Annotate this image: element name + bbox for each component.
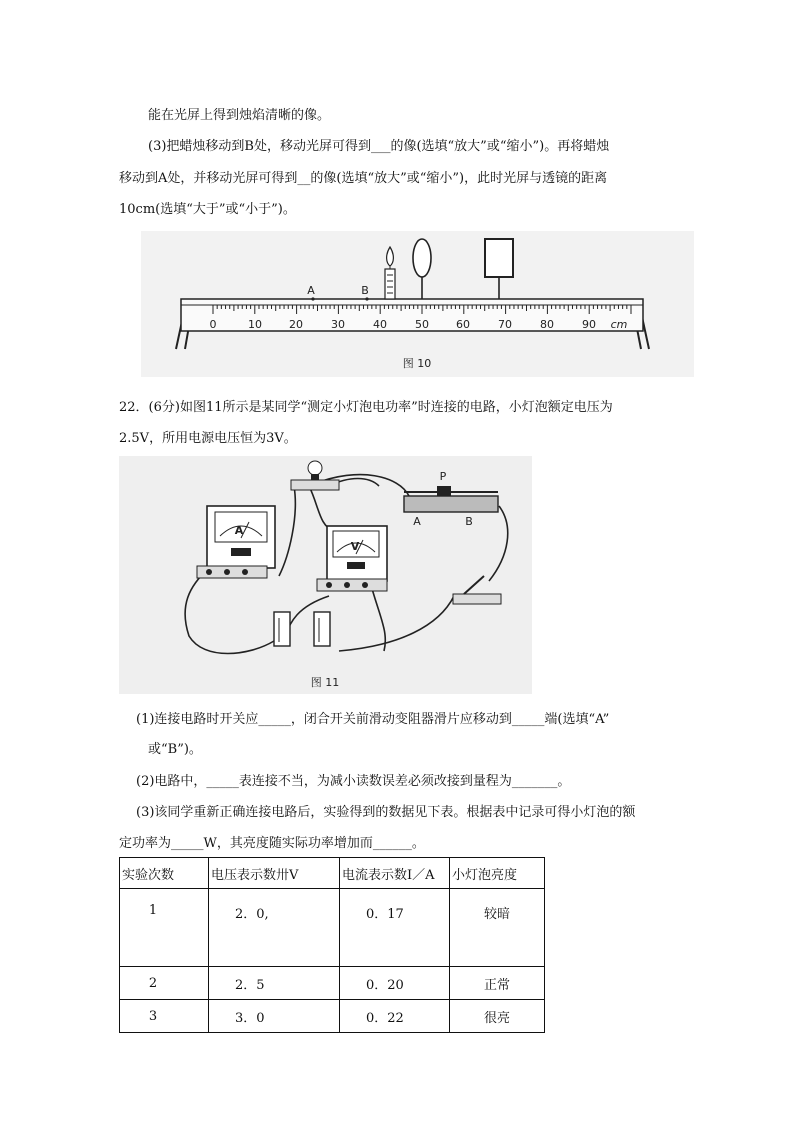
point-a-label: A (307, 284, 315, 297)
subquestion-1-line-2: 或“B”)。 (148, 742, 202, 757)
table-row (120, 889, 545, 967)
tick-label-10: 10 (248, 318, 262, 331)
tick-label-0: 0 (209, 318, 217, 331)
tick-label-30: 30 (331, 318, 345, 331)
subquestion-2: (2)电路中，_____表连接不当，为减小读数误差必须改接到量程为_______。 (136, 774, 571, 789)
table-cell: 正常 (450, 967, 545, 1000)
question-22-intro-2: 2.5V，所用电源电压恒为3V。 (119, 431, 297, 446)
paragraph-line-2: (3)把蜡烛移动到B处，移动光屏可得到___的像(选填“放大”或“缩小”)。再将蜡烛 (148, 139, 610, 154)
battery-icon (274, 612, 330, 646)
table-row (120, 1000, 545, 1033)
unit-label: cm (610, 318, 628, 331)
tick-label-40: 40 (373, 318, 387, 331)
table-cell: 0．17 (340, 889, 450, 967)
figure-11-caption: 图 11 (310, 676, 340, 689)
table-cell: 2．5 (209, 967, 340, 1000)
tick-label-50: 50 (415, 318, 429, 331)
table-cell: 2 (120, 967, 209, 1000)
table-header-cell: 电压表示数卅V (209, 858, 340, 889)
rheostat-icon (404, 470, 498, 528)
light-screen-icon (485, 239, 513, 299)
table-cell: 较暗 (450, 889, 545, 967)
table-row (120, 967, 545, 1000)
figure-11-circuit (119, 456, 532, 694)
table-header-row (120, 858, 545, 889)
table-cell: 3．0 (209, 1000, 340, 1033)
paragraph-line-1: 能在光屏上得到烛焰清晰的像。 (148, 108, 331, 123)
voltmeter-letter: V (350, 540, 360, 553)
candle-icon (385, 247, 395, 299)
tick-label-90: 90 (582, 318, 596, 331)
figure-10-caption: 图 10 (402, 357, 432, 370)
paragraph-line-4: 10cm(选填“大于”或“小于”)。 (119, 202, 296, 217)
figure-10-optical-bench (141, 231, 694, 377)
end-b-label: B (465, 515, 473, 528)
table-cell: 0．20 (340, 967, 450, 1000)
tick-label-70: 70 (498, 318, 512, 331)
light-bulb-icon (291, 461, 339, 490)
voltmeter-icon (317, 526, 387, 591)
data-table (119, 857, 545, 1033)
subquestion-3-line-1: (3)该同学重新正确连接电路后，实验得到的数据见下表。根据表中记录可得小灯泡的额 (136, 805, 636, 820)
subquestion-3-line-2: 定功率为_____W，其亮度随实际功率增加而______。 (119, 836, 425, 851)
table-header-cell: 实验次数 (120, 858, 209, 889)
tick-label-20: 20 (289, 318, 303, 331)
table-cell: 0．22 (340, 1000, 450, 1033)
question-22-intro-1: 22．(6分)如图11所示是某同学“测定小灯泡电功率”时连接的电路，小灯泡额定电压为 (119, 400, 613, 415)
table-cell: 2．0, (209, 889, 340, 967)
end-a-label: A (413, 515, 421, 528)
convex-lens-icon (413, 239, 431, 299)
table-header-cell: 电流表示数I／A (340, 858, 450, 889)
point-b-label: B (361, 284, 369, 297)
table-cell: 很亮 (450, 1000, 545, 1033)
table-cell: 1 (120, 889, 209, 967)
rheostat-slider (437, 486, 451, 496)
switch-icon (453, 576, 501, 604)
ammeter-letter: A (234, 524, 244, 537)
tick-label-60: 60 (456, 318, 470, 331)
slider-p-label: P (439, 470, 447, 483)
table-header-cell: 小灯泡亮度 (450, 858, 545, 889)
paragraph-line-3: 移动到A处，并移动光屏可得到__的像(选填“放大”或“缩小”)，此时光屏与透镜的距离 (119, 171, 608, 186)
subquestion-1-line-1: (1)连接电路时开关应_____，闭合开关前滑动变阻器滑片应移动到_____端(选填“A” (136, 712, 610, 727)
ammeter-icon (197, 506, 275, 578)
tick-label-80: 80 (540, 318, 554, 331)
table-cell: 3 (120, 1000, 209, 1033)
